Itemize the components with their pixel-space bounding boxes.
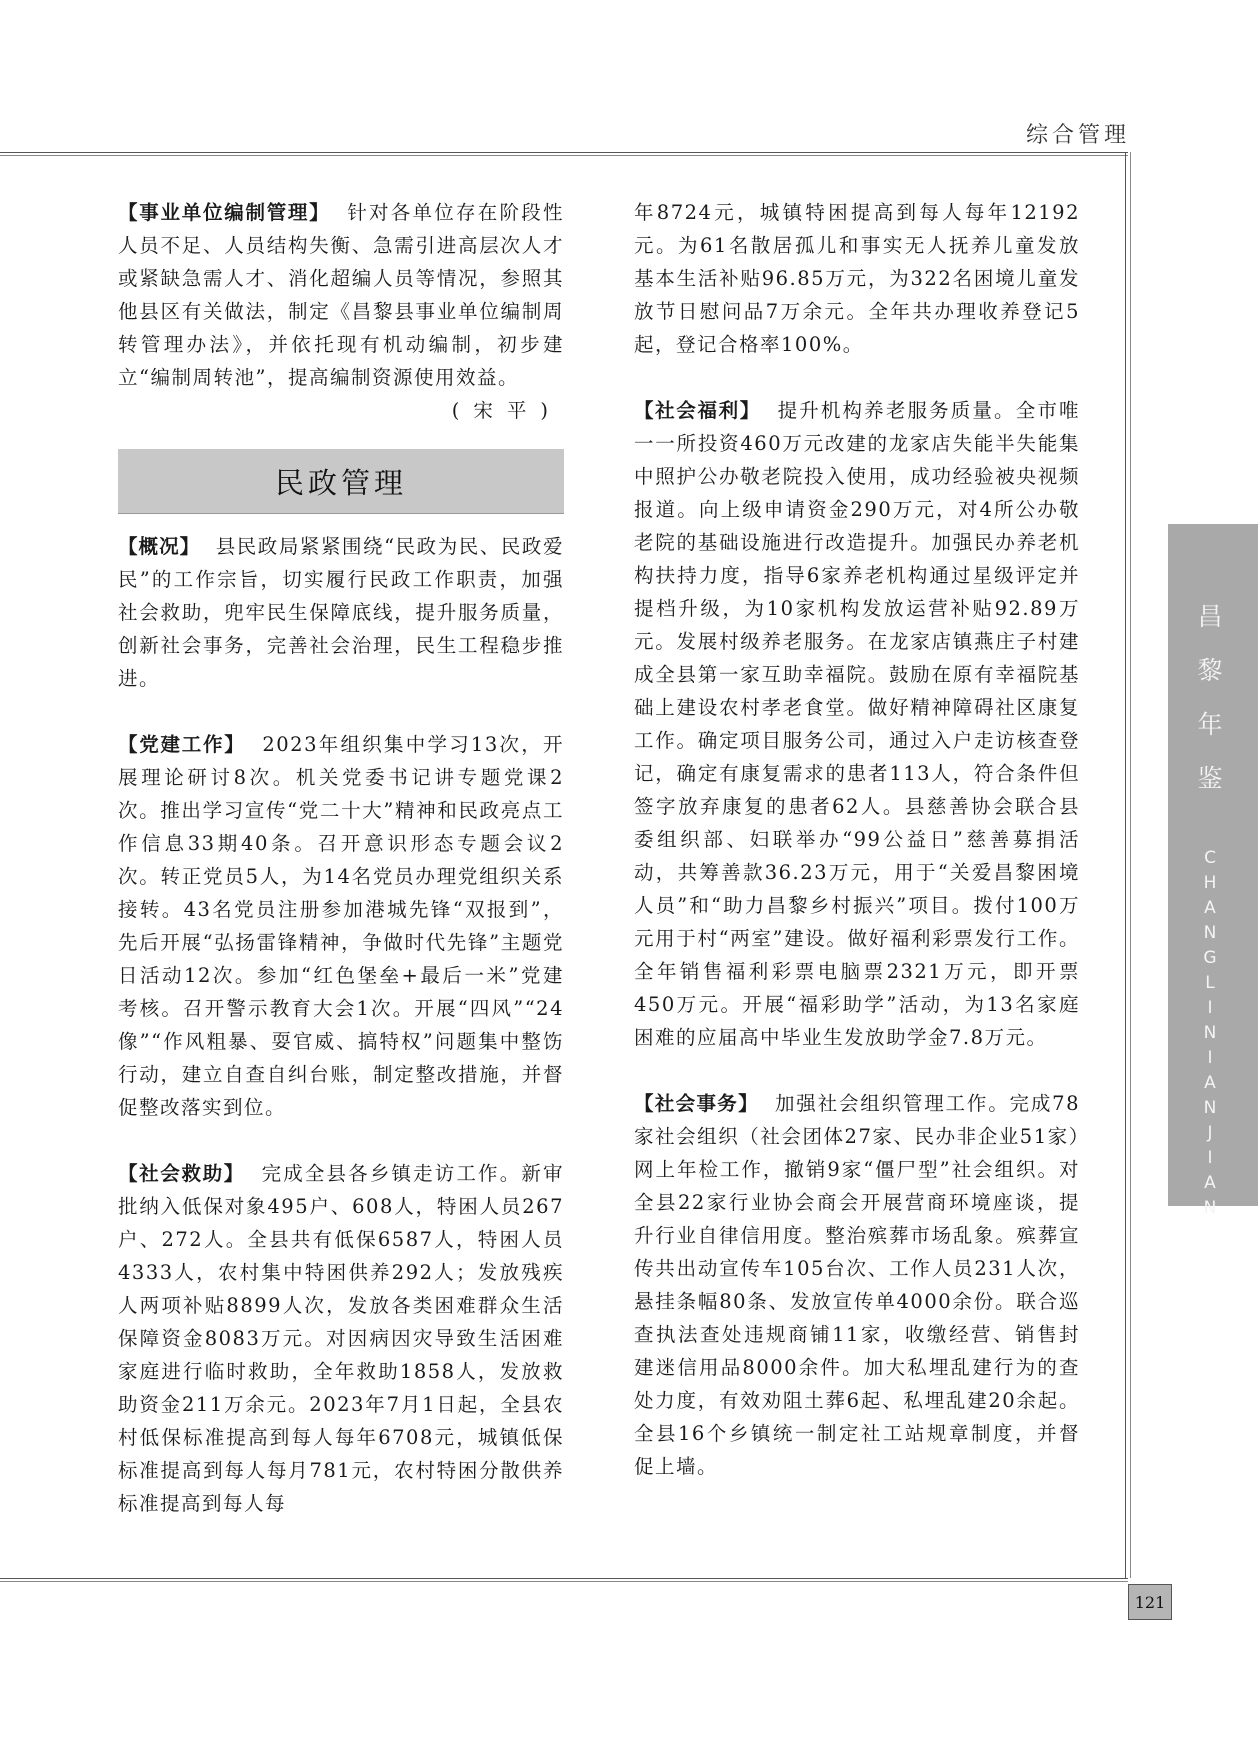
frame-bottom-rule — [0, 1578, 1128, 1582]
right-column — [634, 196, 1080, 1516]
side-letter: A — [1204, 1073, 1216, 1093]
paragraph-text: 加强社会组织管理工作。完成78家社会组织（社会团体27家、民办非企业51家）网上年检工作，撤销9家“僵尸型”社会组织。对全县22家行业协会商会开展营商环境座谈，提升行业自律信用度。整治殡葬市场乱象。殡葬宣传共出动宣传车105台次、工作人员231人次，悬挂条幅80条、发放宣传单4000余份。联合巡查执法查处违规商铺11家，收缴经营、销售封建迷信用品8000余件。加大私埋乱建行为的查处力度，有效劝阻土葬6起、私埋乱建20余起。全县16个乡镇统一制定社工站规章制度，并督促上墙。 — [634, 1092, 1080, 1478]
side-letter: H — [1203, 873, 1217, 893]
side-letter: N — [1203, 923, 1217, 943]
frame-top-rule — [0, 152, 1128, 156]
author-signature: (宋平) — [451, 399, 562, 422]
side-letter: I — [1207, 1048, 1213, 1068]
side-letter: N — [1203, 1098, 1217, 1118]
paragraph-text: 2023年组织集中学习13次，开展理论研讨8次。机关党委书记讲专题党课2次。推出学习宣传“党二十大”精神和民政亮点工作信息33期40条。召开意识形态专题会议2次。转正党员5人，为14名党员办理党组织关系接转。43名党员注册参加港城先锋“双报到”，先后开展“弘扬雷锋精神，争做时代先锋”主题党日活动12次。参加“红色堡垒+最后一米”党建考核。召开警示教育大会1次。开展“四风”“24像”“作风粗暴、耍官威、搞特权”问题集中整饬行动，建立自查自纠台账，制定整改措施，并督促整改落实到位。 — [118, 733, 564, 1119]
side-letter: L — [1205, 973, 1215, 993]
side-letter: G — [1203, 948, 1217, 968]
side-letter: N — [1203, 1023, 1217, 1043]
side-letter: J — [1207, 1123, 1213, 1143]
side-letter: N — [1203, 1198, 1217, 1218]
paragraph-party-building — [118, 728, 564, 1124]
paragraph-keyword: 【事业单位编制管理】 — [118, 201, 331, 224]
paragraph-text: 年8724元，城镇特困提高到每人每年12192元。为61名散居孤儿和事实无人抚养儿童发放基本生活补贴96.85万元，为322名困境儿童发放节日慰问品7万余元。全年共办理收养登记5起，登记合格率100%。 — [634, 201, 1080, 356]
section-header: 综合管理 — [1025, 123, 1130, 148]
paragraph-keyword: 【社会福利】 — [634, 399, 761, 422]
paragraph-keyword: 【社会事务】 — [634, 1092, 759, 1115]
side-letter: I — [1207, 1148, 1213, 1168]
side-letter: C — [1204, 848, 1216, 868]
side-char: 鉴 — [1197, 764, 1223, 793]
paragraph-social-welfare — [634, 394, 1080, 1054]
side-letter: A — [1204, 1173, 1216, 1193]
paragraph-text: 县民政局紧紧围绕“民政为民、民政爱民”的工作宗旨，切实履行民政工作职责，加强社会救助，兜牢民生保障底线，提升服务质量，创新社会事务，完善社会治理，民生工程稳步推进。 — [118, 535, 564, 690]
page-number: 121 — [1128, 1584, 1172, 1620]
side-tab-english-title — [1190, 846, 1230, 1221]
paragraph-text: 完成全县各乡镇走访工作。新审批纳入低保对象495户、608人，特困人员267户、272人。全县共有低保6587人，特困人员4333人，农村集中特困供养292人；发放残疾人两项补贴8899人次，发放各类困难群众生活保障资金8083万元。对因病因灾导致生活困难家庭进行临时救助，全年救助1858人，发放救助资金211万余元。2023年7月1日起，全县农村低保标准提高到每人每年6708元，城镇低保标准提高到每人每月781元，农村特困分散供养标准提高到每人每 — [118, 1162, 564, 1515]
paragraph-social-assistance — [118, 1157, 564, 1520]
side-char: 年 — [1197, 710, 1223, 739]
paragraph-continued — [634, 196, 1080, 361]
paragraph-overview — [118, 530, 564, 695]
side-tab-chinese-title — [1190, 590, 1230, 806]
side-char: 昌 — [1197, 602, 1223, 631]
paragraph-keyword: 【社会救助】 — [118, 1162, 245, 1185]
paragraph-text: 提升机构养老服务质量。全市唯一一所投资460万元改建的龙家店失能半失能集中照护公办敬老院投入使用，成功经验被央视频报道。向上级申请资金290万元，对4所公办敬老院的基础设施进行改造提升。加强民办养老机构扶持力度，指导6家养老机构通过星级评定并提档升级，为10家机构发放运营补贴92.89万元。发展村级养老服务。在龙家店镇燕庄子村建成全县第一家互助幸福院。鼓励在原有幸福院基础上建设农村孝老食堂。做好精神障碍社区康复工作。确定项目服务公司，通过入户走访核查登记，确定有康复需求的患者113人，符合条件但签字放弃康复的患者62人。县慈善协会联合县委组织部、妇联举办“99公益日”慈善募捐活动，共筹善款36.23万元，用于“关爱昌黎困境人员”和“助力昌黎乡村振兴”项目。拨付100万元用于村“两室”建设。做好福利彩票发行工作。全年销售福利彩票电脑票2321万元，即开票450万元。开展“福彩助学”活动，为13名家庭困难的应届高中毕业生发放助学金7.8万元。 — [634, 399, 1080, 1049]
paragraph-text: 针对各单位存在阶段性人员不足、人员结构失衡、急需引进高层次人才或紧缺急需人才、消化超编人员等情况，参照其他县区有关做法，制定《昌黎县事业单位编制周转管理办法》，并依托现有机动编制，初步建立“编制周转池”，提高编制资源使用效益。 — [118, 201, 564, 389]
side-letter: A — [1204, 898, 1216, 918]
section-heading: 民政管理 — [118, 449, 564, 514]
side-letter: I — [1207, 998, 1213, 1018]
paragraph-keyword: 【概况】 — [118, 535, 201, 558]
frame-right-rule — [1125, 152, 1131, 1578]
paragraph-keyword: 【党建工作】 — [118, 733, 246, 756]
left-column — [118, 196, 564, 1553]
paragraph-social-affairs — [634, 1087, 1080, 1483]
side-char: 黎 — [1197, 656, 1223, 685]
paragraph-staffing — [118, 196, 564, 394]
